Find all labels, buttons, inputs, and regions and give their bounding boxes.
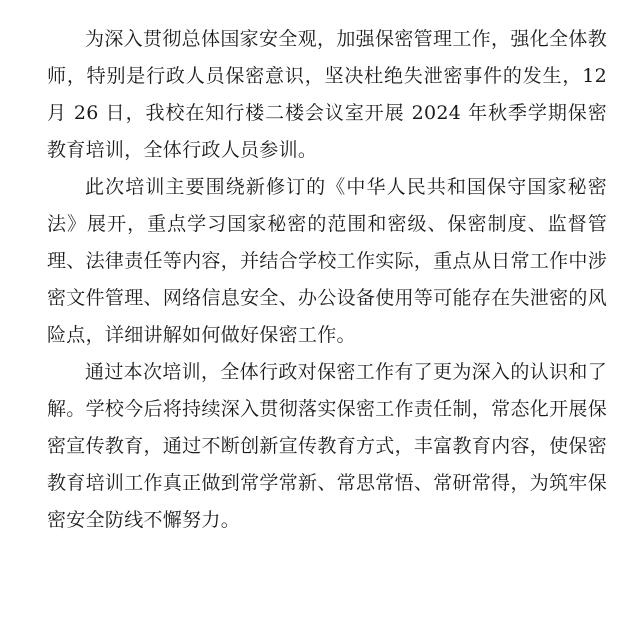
paragraph-training-content: 此次培训主要围绕新修订的《中华人民共和国保守国家秘密法》展开，重点学习国家秘密的范围和密级、保密制度、监督管理、法律责任等内容，并结合学校工作实际，重点从日常工作中涉密文件管理、网络信息安全、办公设备使用等可能存在失泄密的风险点，详细讲解如何做好保密工作。 bbox=[47, 176, 607, 346]
document-body bbox=[47, 21, 607, 539]
paragraph-conclusion: 通过本次培训，全体行政对保密工作有了更为深入的认识和了解。学校今后将持续深入贯彻落实保密工作责任制，常态化开展保密宣传教育，通过不断创新宣传教育方式，丰富教育内容，使保密教育培训工作真正做到常学常新、常思常悟、常研常得，为筑牢保密安全防线不懈努力。 bbox=[47, 361, 607, 531]
paragraph-intro: 为深入贯彻总体国家安全观，加强保密管理工作，强化全体教师，特别是行政人员保密意识，坚决杜绝失泄密事件的发生，12 月 26 日，我校在知行楼二楼会议室开展 2024 年秋季学期保密教育培训，全体行政人员参训。 bbox=[47, 28, 607, 161]
